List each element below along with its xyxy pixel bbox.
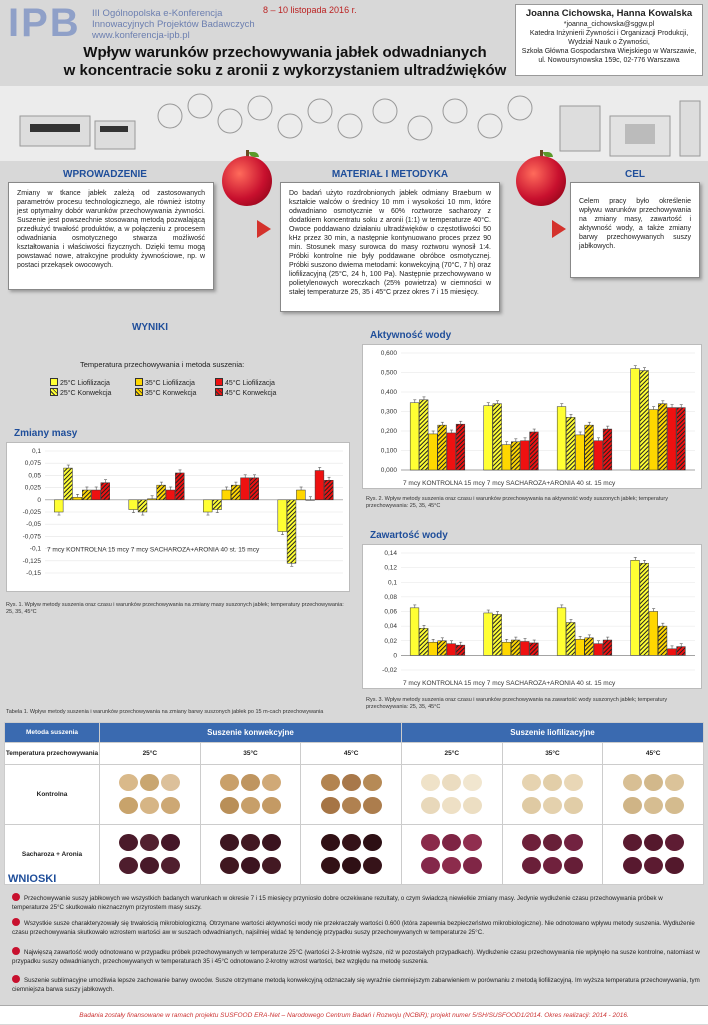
conclusion-text: Przechowywanie suszy jabłkowych we wszystkich badanych warunkach w okresie 7 i 15 miesięcy przyniosło dobre oczekiwane rezultaty, o czym świadczą niewielkie zmiany masy. Jedynie wydłużenie czasu przechowywania próbek w temperaturze 25°C skutkowało nieznacznym przyrostem masy suszy. — [12, 895, 663, 911]
conclusion-item — [12, 975, 700, 994]
bar — [447, 433, 456, 470]
bar — [511, 442, 520, 470]
color-table — [4, 722, 704, 885]
results-heading: WYNIKI — [131, 322, 169, 333]
legend-label: 45°C Liofilizacja — [224, 380, 275, 387]
bar — [576, 435, 585, 470]
y-tick-label: -0,075 — [22, 533, 41, 541]
bar — [566, 622, 575, 655]
y-tick-label: 0,02 — [384, 637, 397, 645]
bar — [419, 400, 428, 470]
sample-photo — [301, 765, 402, 825]
sample-photo — [100, 825, 201, 885]
bar — [520, 441, 529, 470]
bar — [658, 626, 667, 655]
bar — [493, 614, 502, 655]
fig1-caption: Rys. 1. Wpływ metody suszenia oraz czasu i warunków przechowywania na zmiany masy suszonych jabłek; temperatury przechowywania: 25, 35, 45°C — [6, 602, 344, 615]
bar — [231, 485, 240, 500]
bar — [315, 471, 324, 500]
conclusion-text: Najwięszą zawartość wody odnotowano w przypadku próbek przechowywanych w temperaturze 25°C (wartości 2-3-krotnie wyższe, niż w pozostałych przypadkach). Wydłużenie czasu przechowywania nie wpłynęło na susze kontrolne, natomiast w przypadku suszy odwadnianych, przechowywanych w temperaturach 35 i 45°C odnotowano 2-krotny wzrost wartości, bez względu na metodę suszenia. — [12, 949, 700, 965]
affiliation-line: Wydział Nauk o Żywności, — [568, 39, 650, 46]
table-header-convective: Suszenie konwekcyjne — [100, 723, 402, 743]
bar — [250, 478, 259, 500]
y-tick-label: 0 — [37, 496, 41, 504]
chart1-title: Zmiany masy — [14, 428, 78, 439]
goal-heading: CEL — [625, 169, 645, 180]
table-temp: 25°C — [100, 743, 201, 765]
bar — [667, 408, 676, 470]
bar — [241, 478, 250, 500]
email[interactable]: *joanna_cichowska@sggw.pl — [563, 21, 655, 28]
legend-label: 25°C Konwekcja — [59, 390, 112, 397]
bar — [447, 644, 456, 656]
bar — [520, 641, 529, 655]
bar — [640, 371, 649, 470]
y-tick-label: 0,100 — [380, 447, 397, 455]
bar — [677, 408, 686, 470]
fig3-caption: Rys. 3. Wpływ metody suszenia oraz czasu i warunków przechowywania na zawartość wody suszonych jabłek; temperatury przechowywania: 25, 35, 45°C — [366, 697, 668, 710]
x-axis-label: 7 mcy KONTROLNA 15 mcy 7 mcy SACHAROZA+ARONIA 40 st. 15 mcy — [403, 680, 616, 687]
conclusion-item — [12, 893, 700, 912]
legend-label: 25°C Liofilizacja — [59, 380, 110, 387]
aw-chart-svg — [363, 345, 703, 490]
bar — [631, 369, 640, 470]
bar — [419, 628, 428, 655]
logo-sub-link[interactable]: www.konferencja-ipb.pl — [92, 30, 190, 41]
table-temp: 45°C — [603, 743, 704, 765]
table-header-method: Metoda suszenia — [5, 723, 100, 743]
table-temp: 35°C — [200, 743, 301, 765]
apple-bullet-icon — [12, 893, 20, 901]
goal-text: Celem pracy było określenie wpływu warunków przechowywania na zmiany masy, zawartość i aktywność wody, a także zmiany barwy przechowywanych suszy jabłkowych. — [579, 198, 691, 250]
bar — [557, 407, 566, 470]
mass-chart — [6, 442, 350, 592]
x-axis-label: 7 mcy KONTROLNA 15 mcy 7 mcy SACHAROZA+ARONIA 40 st. 15 mcy — [403, 480, 616, 487]
y-tick-label: 0,05 — [28, 472, 41, 480]
chart2-title: Aktywność wody — [370, 330, 452, 341]
conclusions-heading: WNIOSKI — [8, 873, 57, 885]
bar — [603, 429, 612, 470]
legend-label: 35°C Liofilizacja — [144, 380, 195, 387]
goal-box — [570, 182, 700, 278]
sample-photo — [301, 825, 402, 885]
y-tick-label: -0,15 — [26, 570, 41, 577]
apple-bullet-icon — [12, 947, 20, 955]
legend-item — [50, 388, 111, 397]
aw-chart — [362, 344, 702, 489]
legend-title: Temperatura przechowywania i metoda suszenia: — [80, 360, 245, 369]
bar — [484, 613, 493, 655]
bar — [640, 563, 649, 655]
y-tick-label: 0,500 — [380, 369, 397, 377]
y-tick-label: 0,12 — [384, 564, 397, 572]
bar — [677, 647, 686, 656]
affiliation-line: Szkoła Główna Gospodarstwa Wiejskiego w Warszawie, — [521, 48, 697, 55]
apple-bullet-icon — [12, 975, 20, 983]
author-box — [515, 4, 703, 76]
y-tick-label: 0,08 — [384, 593, 397, 601]
bar — [429, 642, 438, 655]
bar — [296, 490, 305, 500]
sample-photo — [401, 825, 502, 885]
sample-photo — [200, 765, 301, 825]
authors: Joanna Cichowska, Hanna Kowalska — [525, 8, 693, 19]
chart3-title: Zawartość wody — [370, 530, 448, 541]
sample-photo — [200, 825, 301, 885]
x-axis-label: 7 mcy KONTROLNA 15 mcy 7 mcy SACHAROZA+ARONIA 40 st. 15 mcy — [47, 546, 260, 554]
y-tick-label: 0,300 — [380, 408, 397, 416]
table-temp: 25°C — [401, 743, 502, 765]
bar — [484, 406, 493, 470]
bar — [54, 500, 63, 512]
bar — [213, 500, 222, 510]
bar — [129, 500, 138, 510]
apple-bullet-icon — [12, 918, 20, 926]
bar — [649, 410, 658, 470]
water-chart-svg — [363, 545, 703, 690]
y-tick-label: 0,04 — [384, 623, 397, 631]
bar — [603, 640, 612, 655]
methods-heading: MATERIAŁ I METODYKA — [331, 169, 449, 180]
sample-photo — [401, 765, 502, 825]
bar — [287, 500, 296, 563]
title-line: w koncentracie soku z aronii z wykorzystaniem ultradźwięków — [63, 62, 507, 79]
logo-sub-line: III Ogólnopolska e-Konferencja — [92, 8, 223, 19]
logo-sub-line: Innowacyjnych Projektów Badawczych — [92, 19, 255, 30]
y-tick-label: 0,600 — [380, 350, 397, 357]
bar — [502, 445, 511, 470]
bar — [511, 640, 520, 655]
table-temp: 45°C — [301, 743, 402, 765]
table-caption: Tabela 1. Wpływ metody suszenia i warunków przechowywania na zmiany barwy suszonych jabłek po 15 m-cach przechowywania — [6, 709, 324, 715]
bar — [101, 483, 110, 500]
y-tick-label: 0,1 — [31, 448, 41, 455]
bar — [438, 641, 447, 656]
legend-label: 45°C Konwekcja — [224, 390, 277, 397]
bar — [456, 424, 465, 470]
bar — [324, 480, 333, 500]
bar — [438, 425, 447, 470]
bar — [73, 497, 82, 499]
bar — [566, 417, 575, 470]
conclusion-text: Wszystkie susze charakteryzowały się trwałością mikrobiologiczną. Otrzymane wartości aktywności wody nie przekraczały wartości 0.600 (która zapewnia bezpieczeństwo mikrobiologiczne). Nie odnotowano wpływu metody suszenia. Wydłużenie czasu przechowywania skutkowało wzrostem wartości aw w suszach odwadnianych, najsilniej widać tę tendencję przypadku suszy przechowywanych w temperaturze 25°C. — [12, 920, 695, 936]
y-tick-label: -0,125 — [22, 557, 41, 565]
logo-subtitle — [92, 8, 255, 41]
legend-item — [215, 378, 275, 387]
bar — [493, 404, 502, 470]
sample-photo — [502, 825, 603, 885]
conference-date: 8 – 10 listopada 2016 r. — [263, 5, 357, 15]
y-tick-label: 0,025 — [24, 484, 41, 492]
fig2-caption: Rys. 2. Wpływ metody suszenia oraz czasu i warunków przechowywania na aktywność wody suszonych jabłek; temperatury przechowywania: 25, 35, 45°C — [366, 496, 669, 509]
intro-box — [8, 182, 214, 290]
bar — [138, 500, 147, 512]
bar — [429, 434, 438, 470]
poster-title — [60, 44, 510, 80]
y-tick-label: 0,14 — [384, 550, 397, 557]
y-tick-label: -0,02 — [382, 667, 397, 674]
table-row-control: Kontrolna — [5, 765, 100, 825]
water-chart — [362, 544, 702, 689]
legend-item — [135, 378, 195, 387]
y-tick-label: -0,1 — [29, 545, 41, 553]
bar — [410, 608, 419, 656]
intro-heading: WPROWADZENIE — [63, 169, 147, 180]
bar — [64, 468, 73, 500]
table-temp: 35°C — [502, 743, 603, 765]
funding-footer: Badania zostały finansowane w ramach projektu SUSFOOD ERA-Net – Narodowego Centrum Badań i Rozwoju (NCBiR); projekt numer 5/SH/SUSFOOD1/2014. Okres realizacji: 2014 - 2016. — [0, 1005, 708, 1024]
table-row-temp-label: Temperatura przechowywania — [5, 743, 100, 765]
bar — [530, 432, 539, 470]
bar — [222, 490, 231, 500]
bar — [576, 639, 585, 655]
conclusion-item — [12, 947, 700, 966]
bar — [166, 490, 175, 500]
y-tick-label: 0,075 — [24, 460, 41, 468]
bar — [585, 638, 594, 656]
bar — [557, 608, 566, 656]
methods-text: Do badań użyto rozdrobnionych jabłek odmiany Braeburn w kształcie walców o średnicy 10 mm i wysokości 10 mm, które odwadniano osmotycznie w 60% roztworze sacharozy z dodatkiem koncentratu soku z aronii (1:1) w temperaturze 40°C. Owoce poddawano działaniu ultradźwięków o częstotliwości 50 kHz przez 30 min, a następnie kontynuowano proces przez 90 min. Stosunek masy surowca do masy roztworu wynosił 1:4. Próbki kontrolne nie były poddawane obróbce osmotycznej. Próbki suszono dwiema metodami: konwekcyjną (70°C, 7 h) oraz liofilizacyjną (25°C, 24 h, 100 Pa). Następnie przechowywano w polietylenowych woreczkach (25% powietrza) w ciemności w stałej temperaturze 25, 35 i 45°C przez okres 7 i 15 miesięcy. — [289, 190, 491, 296]
bar — [658, 404, 667, 470]
arrow-right-icon — [552, 220, 566, 238]
conclusion-text: Suszenie sublimacyjne umożliwia lepsze zachowanie barwy owoców. Susze otrzymane metodą konwekcyjną odznaczały się wyraźnie ciemniejszym zabarwieniem w porównaniu z metodą liofilizacyjną. Im wyższa temperatura przechowywania, tym ciemniejsza barwa suszy jabłkowych. — [12, 977, 700, 993]
y-tick-label: -0,025 — [22, 509, 41, 516]
bar — [147, 499, 156, 500]
bar — [306, 500, 315, 501]
logo-text: IPB — [8, 1, 81, 45]
bar — [649, 612, 658, 656]
arrow-right-icon — [257, 220, 271, 238]
bar — [530, 643, 539, 655]
y-tick-label: 0,06 — [384, 608, 397, 616]
title-line: Wpływ warunków przechowywania jabłek odwadnianych — [83, 44, 487, 61]
y-tick-label: 0,1 — [387, 579, 397, 587]
bar — [456, 645, 465, 655]
bar — [278, 500, 287, 532]
sample-photo — [603, 765, 704, 825]
intro-text: Zmiany w tkance jabłek zależą od zastosowanych parametrów procesu technologicznego, ale również istotny jest optymalny dobór warunków przechowywania żywności. Suszenie jest powszechnie stosowaną metodą pozwalającą przedłużyć trwałość produktów, a w połączeniu z procesem odwadniania osmotycznego stwarza możliwość kształtowania i właściwości fizycznych. Dzięki temu mogą powstawać nowe, atrakcyjne produkty żywnościowe, np. w postaci przekąsek owocowych. — [17, 190, 205, 269]
legend-label: 35°C Konwekcja — [144, 390, 197, 397]
bar — [585, 425, 594, 470]
bar — [92, 490, 101, 500]
mass-chart-svg — [7, 443, 351, 593]
bar — [594, 644, 603, 656]
table-header-freeze: Suszenie liofilizacyjne — [401, 723, 703, 743]
legend-item — [215, 388, 276, 397]
y-tick-label: 0,000 — [380, 467, 397, 474]
y-tick-label: 0 — [393, 652, 397, 660]
y-tick-label: -0,05 — [26, 521, 41, 529]
bar — [175, 473, 184, 500]
lab-equipment-illustration — [0, 86, 708, 161]
sample-photo — [502, 765, 603, 825]
bar — [82, 490, 91, 500]
methods-box — [280, 182, 500, 312]
bar — [502, 642, 511, 655]
lab-photo-strip — [0, 86, 708, 161]
bar — [667, 649, 676, 656]
legend-item — [135, 388, 196, 397]
table-row-sucrose: Sacharoza + Aronia — [5, 825, 100, 885]
affiliation-line: Katedra Inżynierii Żywności i Organizacji Produkcji, — [529, 30, 689, 37]
y-tick-label: 0,200 — [380, 428, 397, 435]
affiliation-line: ul. Nowoursynowska 159c, 02-776 Warszawa — [538, 57, 680, 64]
sample-photo — [100, 765, 201, 825]
bar — [157, 485, 166, 500]
bar — [594, 441, 603, 470]
bar — [631, 560, 640, 655]
y-tick-label: 0,400 — [380, 389, 397, 396]
sample-photo — [603, 825, 704, 885]
bar — [203, 500, 212, 512]
conclusion-item — [12, 918, 700, 937]
bar — [410, 403, 419, 470]
legend-item — [50, 378, 110, 387]
